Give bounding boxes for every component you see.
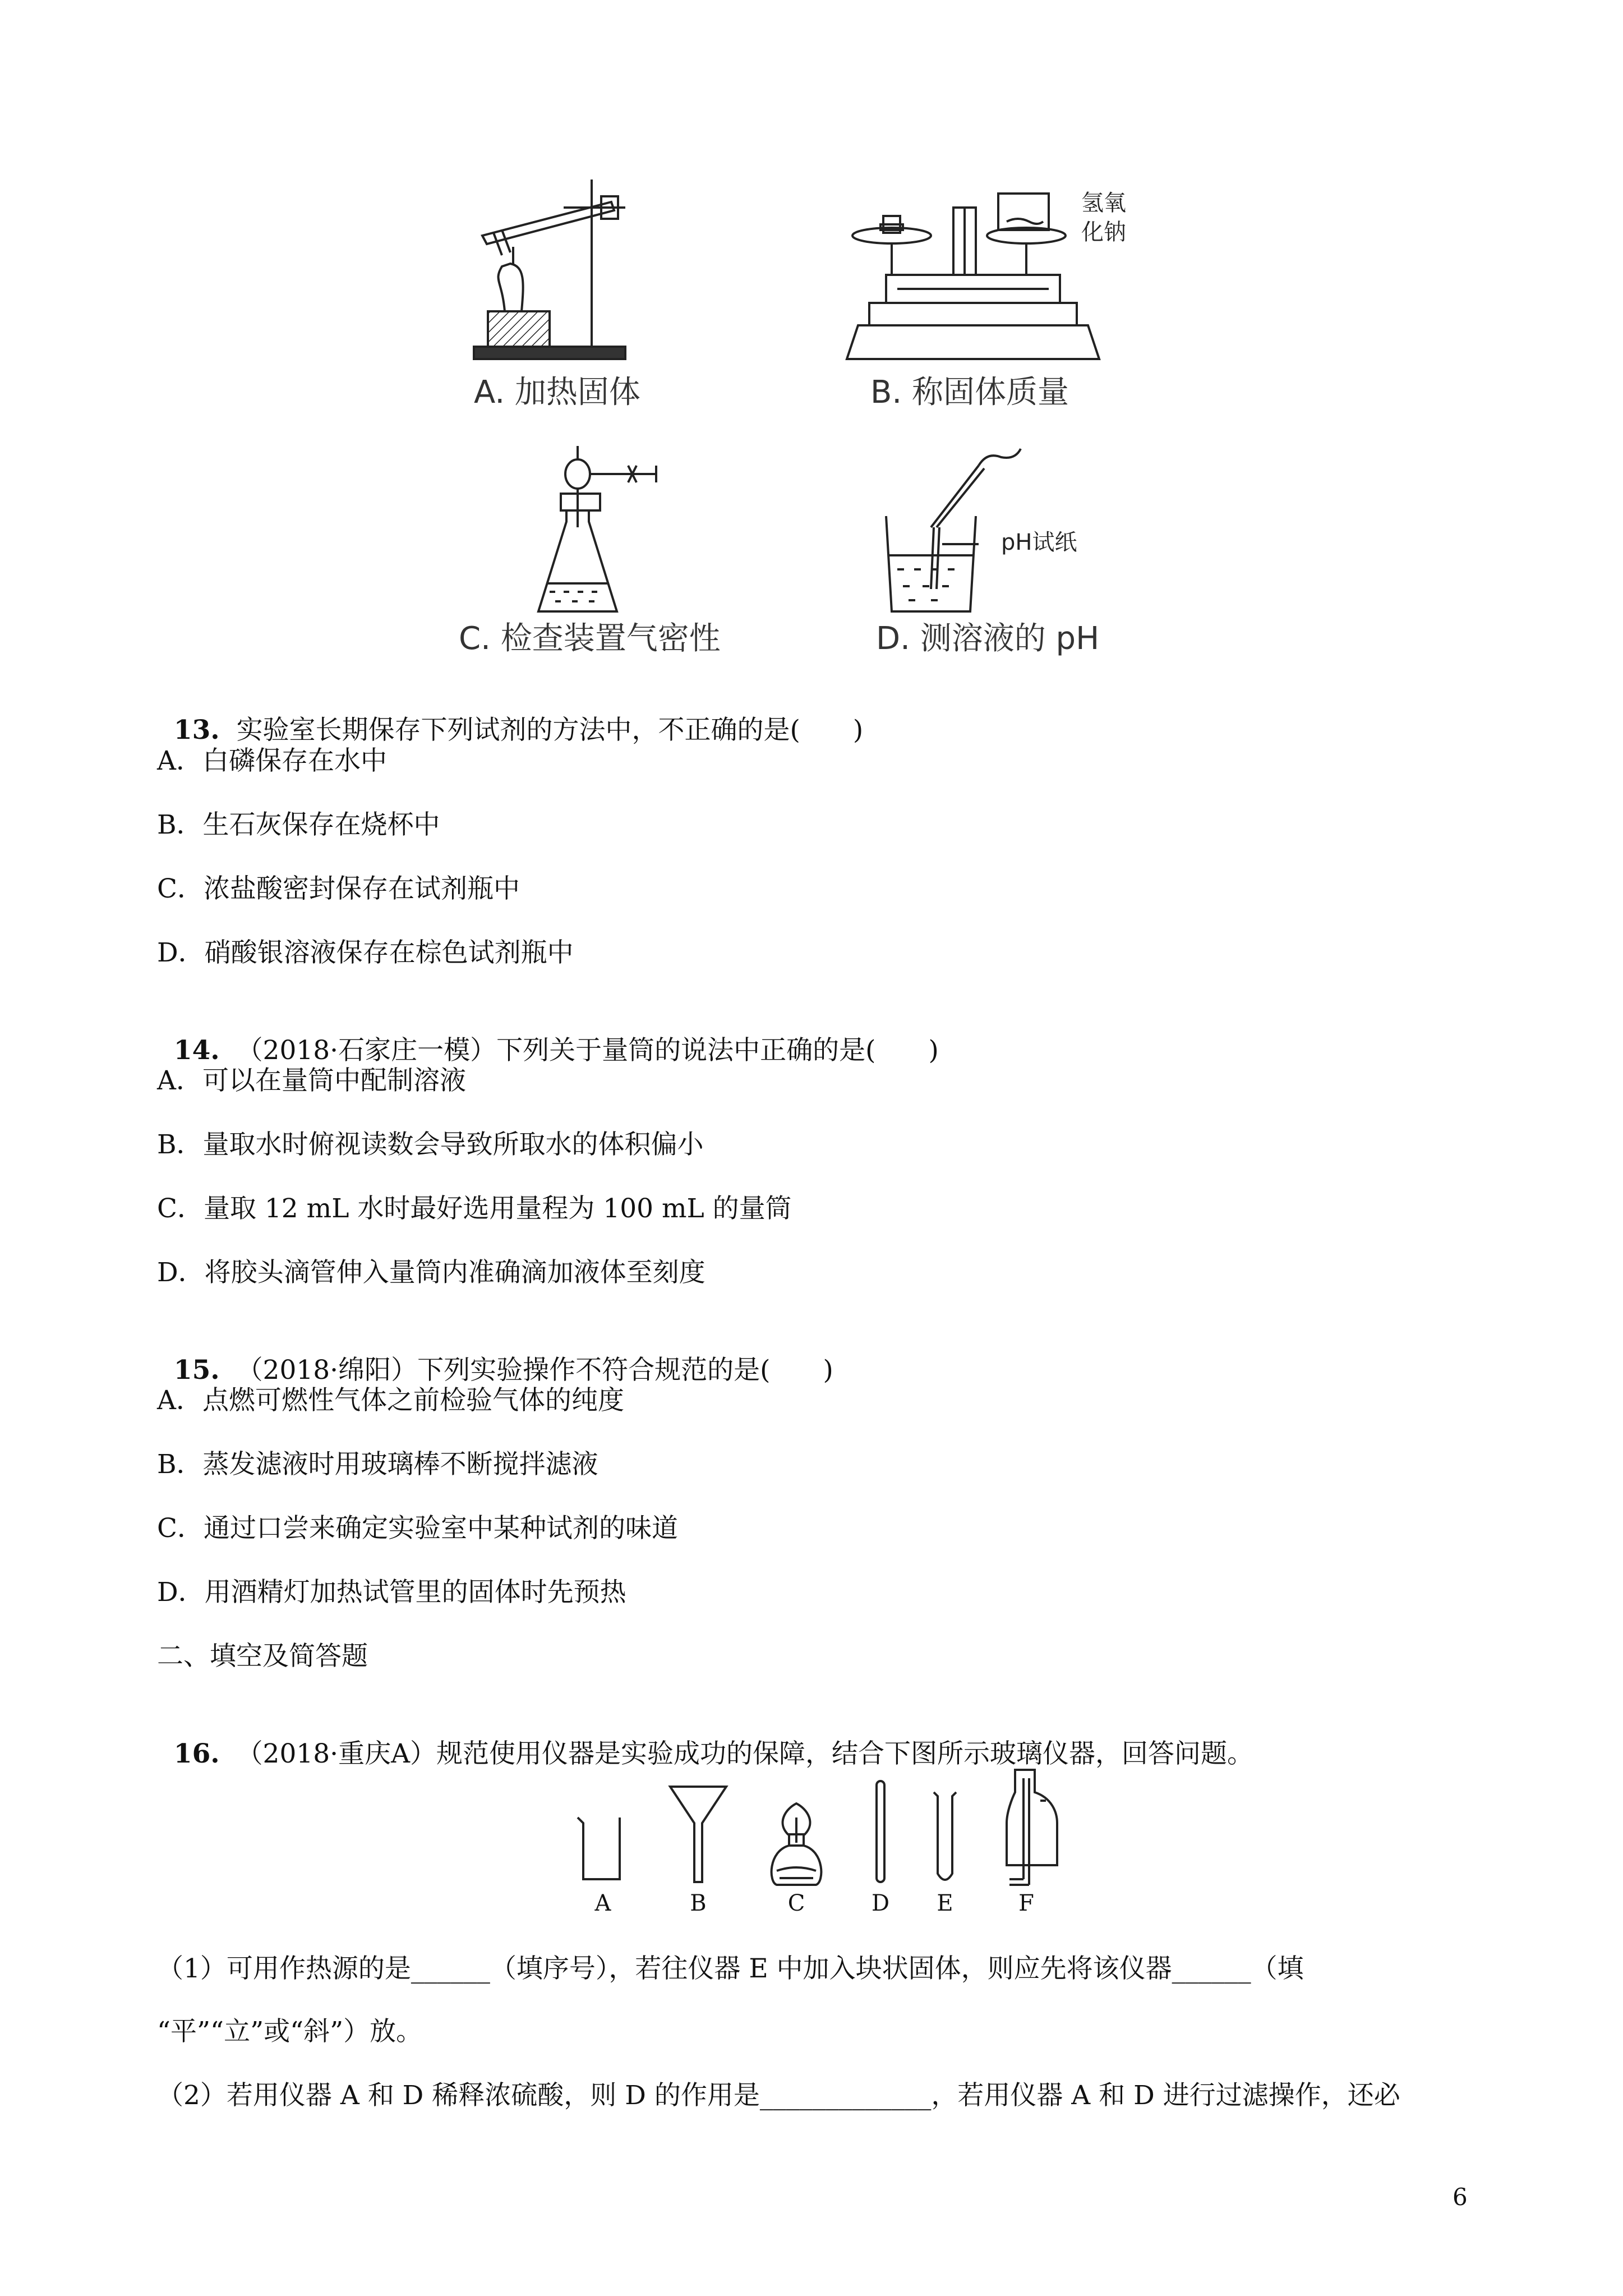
instrument-label-d: D — [871, 1890, 890, 1916]
q15-option-b: B．蒸发滤液时用玻璃棒不断搅拌滤液 — [157, 1449, 598, 1480]
page-number: 6 — [1453, 2183, 1468, 2211]
instrument-test-tube-icon — [931, 1789, 959, 1888]
q14-stem — [157, 1000, 939, 1068]
instrument-alcohol-lamp-icon — [766, 1801, 827, 1888]
instrument-label-f: F — [1018, 1890, 1034, 1916]
instrument-gas-bottle-icon — [1004, 1767, 1066, 1888]
label-ph-paper: pH试纸 — [1001, 530, 1077, 555]
q14-option-b: B．量取水时俯视读数会导致所取水的体积偏小 — [157, 1129, 704, 1160]
instrument-label-e: E — [937, 1890, 953, 1916]
q15-stem — [157, 1320, 833, 1387]
q16-part1-line2: “平”“立”或“斜”）放。 — [157, 2016, 423, 2047]
q14-option-c: C．量取 12 mL 水时最好选用量程为 100 mL 的量筒 — [157, 1193, 792, 1224]
q13-option-a: A．白磷保存在水中 — [157, 746, 387, 776]
q14-stem-text: （2018·石家庄一模）下列关于量筒的说法中正确的是( ) — [236, 1035, 939, 1066]
q15-number: 15. — [173, 1355, 220, 1386]
q14-option-a: A．可以在量筒中配制溶液 — [157, 1065, 466, 1096]
apparatus-airtightness — [533, 443, 701, 628]
q15-option-c: C．通过口尝来确定实验室中某种试剂的味道 — [157, 1513, 678, 1544]
apparatus-heating-solid — [471, 168, 634, 365]
instrument-funnel-icon — [667, 1784, 729, 1885]
instrument-label-c: C — [787, 1890, 805, 1916]
instrument-beaker-icon — [575, 1806, 625, 1885]
q13-option-c: C．浓盐酸密封保存在试剂瓶中 — [157, 873, 520, 904]
caption-a: A. 加热固体 — [474, 374, 640, 411]
q14-number: 14. — [173, 1035, 220, 1066]
q16-stem — [157, 1704, 1253, 1771]
q13-number: 13. — [173, 715, 220, 746]
q13-stem — [157, 680, 863, 747]
q14-option-d: D．将胶头滴管伸入量筒内准确滴加液体至刻度 — [157, 1257, 706, 1288]
instrument-label-b: B — [690, 1890, 707, 1916]
q13-stem-text: 实验室长期保存下列试剂的方法中，不正确的是( ) — [236, 715, 864, 746]
q16-part1-line1: （1）可用作热源的是______（填序号），若往仪器 E 中加入块状固体，则应先将该仪器______（填 — [157, 1953, 1304, 1984]
q16-part2-line1: （2）若用仪器 A 和 D 稀释浓硫酸，则 D 的作用是_____________，若用仪器 A 和 D 进行过滤操作，还必 — [157, 2080, 1400, 2111]
q15-option-d: D．用酒精灯加热试管里的固体时先预热 — [157, 1577, 626, 1608]
section-heading: 二、填空及简答题 — [157, 1641, 368, 1672]
caption-c: C. 检查装置气密性 — [459, 620, 721, 657]
apparatus-balance — [847, 191, 1099, 370]
caption-d: D. 测溶液的 pH — [876, 620, 1100, 657]
instrument-glass-rod-icon — [872, 1778, 889, 1885]
q13-option-b: B．生石灰保存在烧杯中 — [157, 809, 440, 840]
q16-number: 16. — [173, 1738, 220, 1769]
instrument-label-a: A — [594, 1890, 611, 1916]
label-naoh-line1: 氢氧 — [1081, 190, 1126, 216]
q13-option-d: D．硝酸银溶液保存在棕色试剂瓶中 — [157, 937, 574, 968]
q16-stem-text: （2018·重庆A）规范使用仪器是实验成功的保障，结合下图所示玻璃仪器，回答问题。 — [236, 1738, 1254, 1769]
caption-b: B. 称固体质量 — [870, 374, 1069, 411]
q15-stem-text: （2018·绵阳）下列实验操作不符合规范的是( ) — [236, 1355, 833, 1386]
q15-option-a: A．点燃可燃性气体之前检验气体的纯度 — [157, 1385, 624, 1416]
label-naoh-line2: 化钠 — [1081, 219, 1126, 245]
